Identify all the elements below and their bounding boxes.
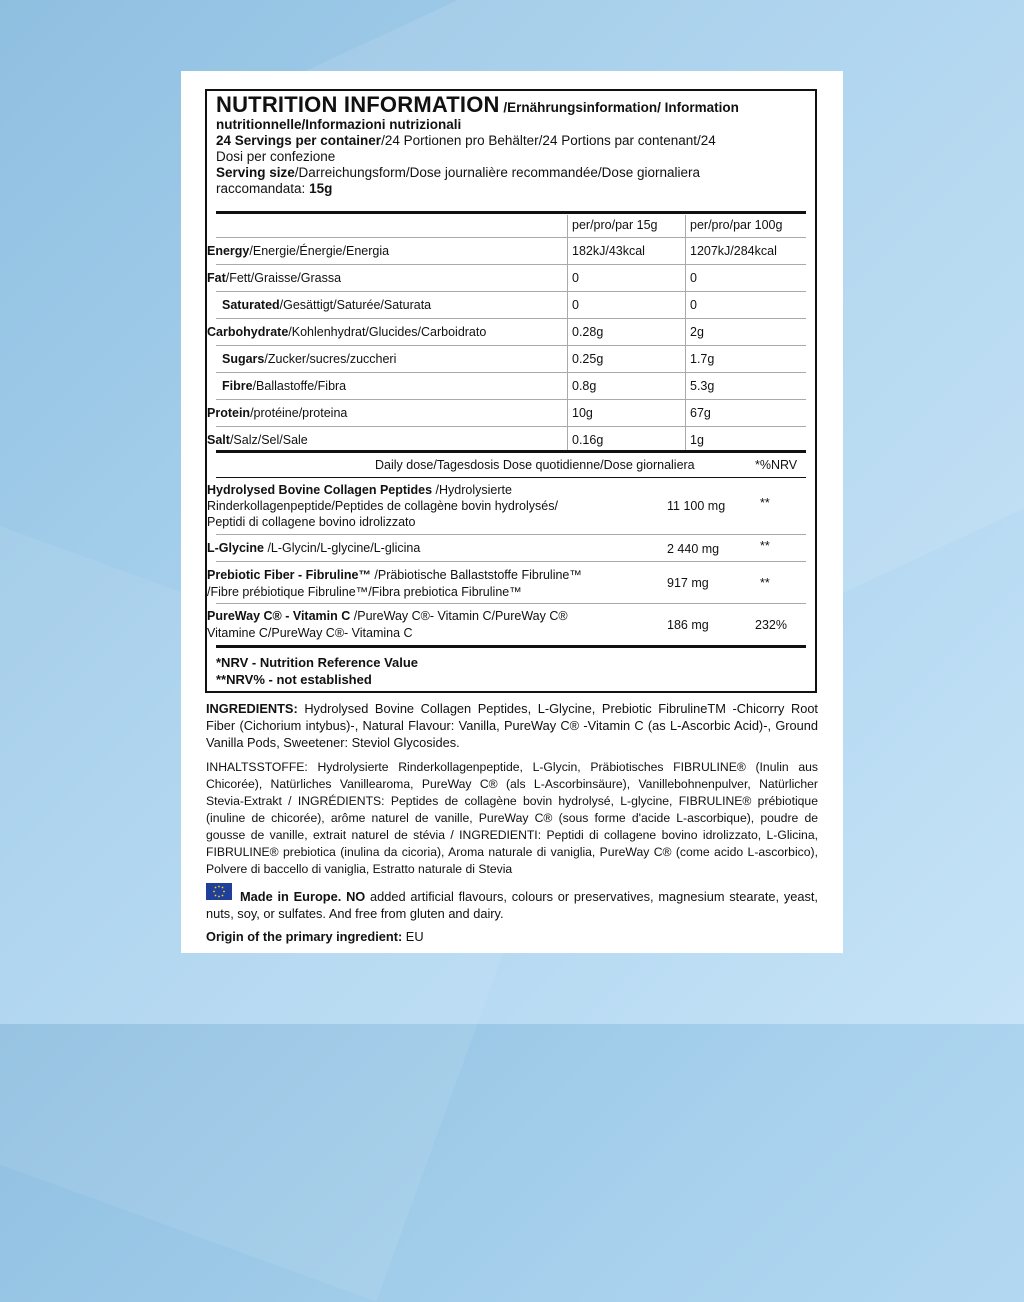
value-per-serving: 182kJ/43kcal xyxy=(572,244,645,258)
row-divider xyxy=(216,399,806,400)
nrv-value: ** xyxy=(760,539,770,553)
ingredient-translations: Vitamine C/PureWay C®- Vitamina C xyxy=(207,626,413,640)
origin-label: Origin of the primary ingredient: xyxy=(206,929,403,944)
servings-translations: /24 Portionen pro Behälter/24 Portions par contenant/24 xyxy=(381,133,716,148)
label-header xyxy=(216,92,806,197)
ingredient-translations: /Fibre prébiotique Fibruline™/Fibra prebiotica Fibruline™ xyxy=(207,585,522,599)
servings-translations-line2: Dosi per confezione xyxy=(216,149,336,164)
ingredient-translations: /L-Glycin/L-glycine/L-glicina xyxy=(263,541,421,555)
nrv-legend-line: *NRV - Nutrition Reference Value xyxy=(216,655,419,670)
ingredient-translations: /PureWay C®- Vitamin C/PureWay C® xyxy=(350,609,568,623)
value-per-serving: 0.8g xyxy=(572,379,597,393)
nutrition-label-card xyxy=(181,71,843,953)
nutrient-name: Saturated xyxy=(222,298,280,312)
origin-value: EU xyxy=(402,929,424,944)
value-per-serving: 10g xyxy=(572,406,593,420)
nutrient-name: Protein xyxy=(207,406,251,420)
nutrient-translations: /Salz/Sel/Sale xyxy=(229,433,308,447)
value-per-serving: 0.25g xyxy=(572,352,604,366)
nutrient-translations: /Energie/Énergie/Energia xyxy=(249,244,390,258)
daily-amount: 2 440 mg xyxy=(667,542,720,556)
nutrient-translations: /Zucker/sucres/zuccheri xyxy=(264,352,397,366)
value-per-100g: 1207kJ/284kcal xyxy=(690,244,777,258)
nutrient-translations: /protéine/proteina xyxy=(250,406,348,420)
row-divider xyxy=(216,318,806,319)
nutrient-translations: /Ballastoffe/Fibra xyxy=(252,379,347,393)
ingredient-translations: /Hydrolysierte xyxy=(432,483,512,497)
serving-size-translations: /Darreichungsform/Dose journalière recommandée/Dose giornaliera xyxy=(294,165,700,180)
ingredient-name: Prebiotic Fiber - Fibruline™ xyxy=(207,568,371,582)
row-divider xyxy=(216,477,806,478)
row-divider xyxy=(216,561,806,562)
serving-size-value: 15g xyxy=(309,181,333,196)
ingredient-translations: /Präbiotische Ballaststoffe Fibruline™ xyxy=(370,568,582,582)
nutrient-name: Fat xyxy=(207,271,226,285)
nutrition-facts-box xyxy=(205,89,817,693)
ingredients-text xyxy=(206,700,818,751)
row-divider xyxy=(216,291,806,292)
title-translations-line2: nutritionnelle/Informazioni nutrizionali xyxy=(216,117,462,132)
daily-dose-header: Daily dose/Tagesdosis Dose quotidienne/Dose giornaliera xyxy=(375,458,695,472)
nutrient-translations: /Gesättigt/Saturée/Saturata xyxy=(279,298,432,312)
row-divider xyxy=(216,534,806,535)
value-per-100g: 0 xyxy=(690,271,697,285)
ingredients-list: Hydrolysed Bovine Collagen Peptides, L-Glycine, Prebiotic FibrulineTM -Chicorry Root Fiber (Cichorium intybus)-, Natural Flavour: Vanilla, PureWay C® -Vitamin C (as L-Ascorbic Acid)-, Ground Vanilla Pods, Sweetener: Steviol Glycosides. xyxy=(206,701,818,750)
value-per-serving: 0.28g xyxy=(572,325,604,339)
column-header-per-serving: per/pro/par 15g xyxy=(572,218,658,232)
divider xyxy=(216,645,806,648)
value-per-serving: 0 xyxy=(572,298,579,312)
nutrient-name: Energy xyxy=(207,244,250,258)
ingredient-translations: Peptidi di collagene bovino idrolizzato xyxy=(207,515,416,529)
nutrient-name: Fibre xyxy=(222,379,253,393)
ingredient-name: L-Glycine xyxy=(207,541,264,555)
value-per-100g: 1g xyxy=(690,433,704,447)
ingredient-name: PureWay C® - Vitamin C xyxy=(207,609,351,623)
made-in-europe-claims: added artificial flavours, colours or preservatives, magnesium stearate, yeast, nuts, soy, or sulfates. And free from gluten and dairy. xyxy=(206,889,818,921)
daily-amount: 917 mg xyxy=(667,576,709,590)
divider xyxy=(216,211,806,214)
nrv-header: *%NRV xyxy=(755,458,798,472)
nrv-value: ** xyxy=(760,576,770,590)
column-divider xyxy=(685,215,686,451)
row-divider xyxy=(216,264,806,265)
ingredients-label: INGREDIENTS: xyxy=(206,701,298,716)
value-per-100g: 67g xyxy=(690,406,711,420)
ingredients-translations: INHALTSSTOFFE: Hydrolysierte Rinderkollagenpeptide, L-Glycin, Präbiotisches FIBRULINE® (Inulin aus Chicorée), Natürliches Vanillearoma, PureWay C® (als L-Ascorbinsäure), Vanillebohnenpulver, Natürlicher Stevia-Extrakt / INGRÉDIENTS: Peptides de collagène bovin hydrolysé, L-glycine, FIBRULINE® prébiotique (inuline de chicorée), arôme naturel de vanille, PureWay C® (sous forme d'acide L-ascorbique), poudre de gousse de vanille, extrait naturel de stévia / INGREDIENTI: Peptidi di collagene bovino idrolizzato, L-Glicina, FIBRULINE® prebiotica (inulina da cicoria), Aroma naturale di vaniglia, PureWay C® (come acido L-ascorbico), Polvere di baccello di vaniglia, Estratto naturale di Stevia xyxy=(206,760,818,876)
nutrient-translations: /Fett/Graisse/Grassa xyxy=(225,271,342,285)
column-header-per-100g: per/pro/par 100g xyxy=(690,218,783,232)
nrv-legend xyxy=(216,654,418,688)
nrv-legend-line: **NRV% - not established xyxy=(216,672,372,687)
ingredient-name: Hydrolysed Bovine Collagen Peptides xyxy=(207,483,433,497)
made-in-europe-text xyxy=(206,888,818,922)
serving-size-label: Serving size xyxy=(216,165,295,180)
row-divider xyxy=(216,372,806,373)
daily-amount: 186 mg xyxy=(667,618,709,632)
row-divider xyxy=(216,237,806,238)
origin-text xyxy=(206,928,818,945)
value-per-serving: 0 xyxy=(572,271,579,285)
value-per-100g: 2g xyxy=(690,325,704,339)
value-per-serving: 0.16g xyxy=(572,433,604,447)
made-in-europe-label: Made in Europe. NO xyxy=(240,889,366,904)
nutrient-translations: /Kohlenhydrat/Glucides/Carboidrato xyxy=(288,325,487,339)
nutrient-name: Salt xyxy=(207,433,230,447)
divider xyxy=(216,450,806,453)
row-divider xyxy=(216,603,806,604)
nutrient-name: Carbohydrate xyxy=(207,325,289,339)
ingredient-translations: Rinderkollagenpeptide/Peptides de collagène bovin hydrolysés/ xyxy=(207,499,558,513)
title-translations: /Ernährungsinformation/ Information xyxy=(499,100,739,115)
nutrient-name: Sugars xyxy=(222,352,265,366)
page-title: NUTRITION INFORMATION xyxy=(216,92,500,117)
servings-label: 24 Servings per container xyxy=(216,133,382,148)
nrv-value: 232% xyxy=(755,618,787,632)
daily-amount: 11 100 mg xyxy=(667,499,726,513)
value-per-100g: 1.7g xyxy=(690,352,715,366)
column-divider xyxy=(567,215,568,451)
value-per-100g: 0 xyxy=(690,298,697,312)
row-divider xyxy=(216,426,806,427)
nrv-value: ** xyxy=(760,496,770,510)
value-per-100g: 5.3g xyxy=(690,379,715,393)
serving-size-line2: raccomandata: xyxy=(216,181,310,196)
row-divider xyxy=(216,345,806,346)
